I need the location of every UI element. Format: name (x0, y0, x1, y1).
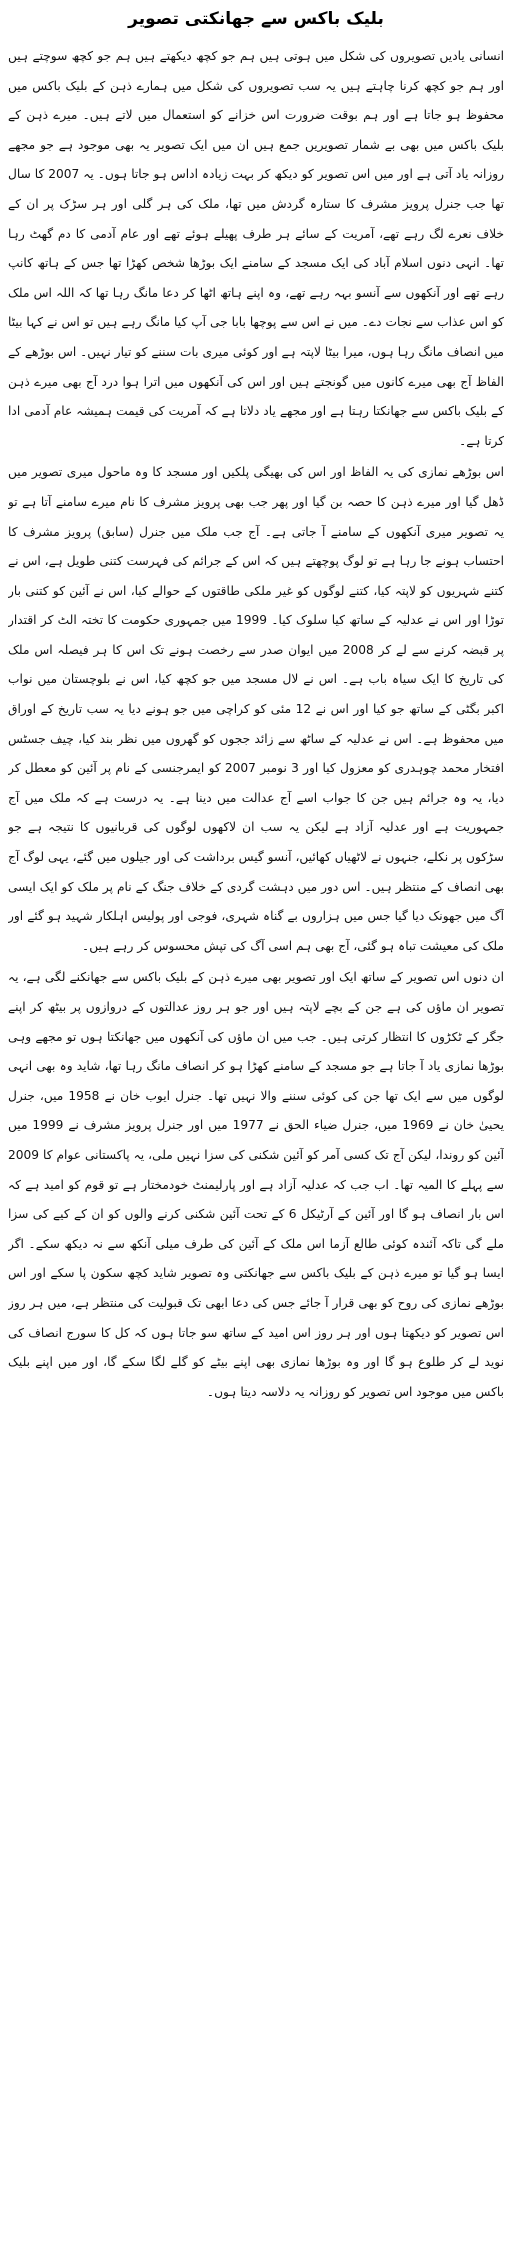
article-headline: بلیک باکس سے جھانکتی تصویر (128, 9, 384, 29)
article-paragraph: اس بوڑھے نمازی کی یہ الفاظ اور اس کی بھیگی پلکیں اور مسجد کا وہ ماحول میری تصویر میں ڈھل گیا اور میرے ذہن کا حصہ بن گیا اور پھر جب بھی پرویز مشرف کا نام میرے سامنے آتا ہے تو یہ تصویر میری آنکھوں کے سامنے آ جاتی ہے۔ آج جب ملک میں جنرل (سابق) پرویز مشرف کا احتساب ہونے جا رہا ہے تو لوگ پوچھتے ہیں کہ اس کے جرائم کی فہرست کتنی طویل ہے، اس نے کتنے شہریوں کو لاپتہ کیا، کتنے لوگوں کو غیر ملکی طاقتوں کے حوالے کیا، اس نے آئین کو کتنی بار توڑا اور اس نے عدلیہ کے ساتھ کیا سلوک کیا۔ 1999 میں جمہوری حکومت کا تختہ الٹ کر اقتدار پر قبضہ کرنے سے لے کر 2008 میں ایوان صدر سے رخصت ہونے تک اس کا ہر فیصلہ اس ملک کی تاریخ کا ایک سیاہ باب ہے۔ اس نے لال مسجد میں جو کچھ کیا، اس نے بلوچستان میں نواب اکبر بگٹی کے ساتھ جو کیا اور اس نے 12 مئی کو کراچی میں جو ہونے دیا یہ سب تاریخ کے اوراق میں محفوظ ہے۔ اس نے عدلیہ کے ساٹھ سے زائد ججوں کو گھروں میں نظر بند کیا، چیف جسٹس افتخار محمد چوہدری کو معزول کیا اور 3 نومبر 2007 کو ایمرجنسی کے نام پر آئین کو معطل کر دیا، یہ وہ جرائم ہیں جن کا جواب اسے آج عدالت میں دینا ہے۔ یہ درست ہے کہ ملک میں آج جمہوریت ہے اور عدلیہ آزاد ہے لیکن یہ سب ان لاکھوں لوگوں کی قربانیوں کا نتیجہ ہے جو سڑکوں پر نکلے، جنہوں نے لاٹھیاں کھائیں، آنسو گیس برداشت کی اور جیلوں میں گئے، یہی لوگ آج بھی انصاف کے منتظر ہیں۔ اس دور میں دہشت گردی کے خلاف جنگ کے نام پر ملک کو ایک ایسی آگ میں جھونک دیا گیا جس میں ہزاروں بے گناہ شہری، فوجی اور پولیس اہلکار شہید ہو گئے اور ملک کی معیشت تباہ ہو گئی، آج بھی ہم اسی آگ کی تپش محسوس کر رہے ہیں۔ (8, 465, 504, 953)
article-body (8, 42, 504, 1407)
article-paragraph: انسانی یادیں تصویروں کی شکل میں ہوتی ہیں ہم جو کچھ دیکھتے ہیں ہم جو کچھ سوچتے ہیں اور ہم جو کچھ کرنا چاہتے ہیں یہ سب تصویروں کی شکل میں ہمارے ذہن کے بلیک باکس میں محفوظ ہو جاتا ہے اور ہم بوقت ضرورت اس خزانے کو استعمال میں لاتے ہیں۔ میرے ذہن کے بلیک باکس میں بھی بے شمار تصویریں جمع ہیں ان میں ایک تصویر یہ بھی موجود ہے جو مجھے روزانہ یاد آتی ہے اور میں اس تصویر کو دیکھ کر بہت زیادہ اداس ہو جاتا ہوں۔ یہ 2007 کا سال تھا جب جنرل پرویز مشرف کا ستارہ گردش میں تھا، ملک کی ہر گلی اور ہر سڑک پر ان کے خلاف نعرے لگ رہے تھے، آمریت کے سائے ہر طرف پھیلے ہوئے تھے اور عام آدمی کا دم گھٹ رہا تھا۔ انہی دنوں اسلام آباد کی ایک مسجد کے سامنے ایک بوڑھا شخص کھڑا تھا جس کے ہاتھ کانپ رہے تھے اور آنکھوں سے آنسو بہہ رہے تھے، وہ اپنے ہاتھ اٹھا کر دعا مانگ رہا تھا کہ اللہ اس ملک کو اس عذاب سے نجات دے۔ میں نے اس سے پوچھا بابا جی آپ کیا مانگ رہے ہیں تو اس نے کہا بیٹا میں انصاف مانگ رہا ہوں، میرا بیٹا لاپتہ ہے اور کوئی میری بات سننے کو تیار نہیں۔ اس بوڑھے کے الفاظ آج بھی میرے کانوں میں گونجتے ہیں اور اس کی آنکھوں میں اترا ہوا درد آج بھی میرے ذہن کے بلیک باکس سے جھانکتا رہتا ہے اور مجھے یاد دلاتا ہے کہ آمریت کی قیمت ہمیشہ عام آدمی ادا کرتا ہے۔ (8, 49, 504, 448)
article-paragraph: ان دنوں اس تصویر کے ساتھ ایک اور تصویر بھی میرے ذہن کے بلیک باکس سے جھانکنے لگی ہے، یہ تصویر ان ماؤں کی ہے جن کے بچے لاپتہ ہیں اور جو ہر روز عدالتوں کے دروازوں پر بیٹھ کر اپنے جگر کے ٹکڑوں کا انتظار کرتی ہیں۔ جب میں ان ماؤں کی آنکھوں میں جھانکتا ہوں تو مجھے وہی بوڑھا نمازی یاد آ جاتا ہے جو مسجد کے سامنے کھڑا ہو کر انصاف مانگ رہا تھا، شاید وہ بھی انہی لوگوں میں سے ایک تھا جن کی کوئی سننے والا نہیں تھا۔ جنرل ایوب خان نے 1958 میں، جنرل یحییٰ خان نے 1969 میں، جنرل ضیاء الحق نے 1977 میں اور جنرل پرویز مشرف نے 1999 میں آئین کو روندا، لیکن آج تک کسی آمر کو آئین شکنی کی سزا نہیں ملی، یہ پاکستانی عوام کا 2009 سے پہلے کا المیہ تھا۔ اب جب کہ عدلیہ آزاد ہے اور پارلیمنٹ خودمختار ہے تو قوم کو امید ہے کہ اس بار انصاف ہو گا اور آئین کے آرٹیکل 6 کے تحت آئین شکنی کرنے والوں کو ان کے کیے کی سزا ملے گی تاکہ آئندہ کوئی طالع آزما اس ملک کے آئین کی طرف میلی آنکھ سے نہ دیکھ سکے۔ اگر ایسا ہو گیا تو میرے ذہن کے بلیک باکس سے جھانکتی وہ تصویر شاید کچھ سکون پا سکے اور اس بوڑھے نمازی کی روح کو بھی قرار آ جائے جس کی دعا ابھی تک قبولیت کی منتظر ہے، میں ہر روز اس تصویر کو دیکھتا ہوں اور ہر روز اس امید کے ساتھ سو جاتا ہوں کہ کل کا سورج انصاف کی نوید لے کر طلوع ہو گا اور وہ بوڑھا نمازی بھی اپنے بیٹے کو گلے لگا سکے گا، اور میں اپنے بلیک باکس میں موجود اس تصویر کو روزانہ یہ دلاسہ دیتا ہوں۔ (8, 970, 504, 1399)
